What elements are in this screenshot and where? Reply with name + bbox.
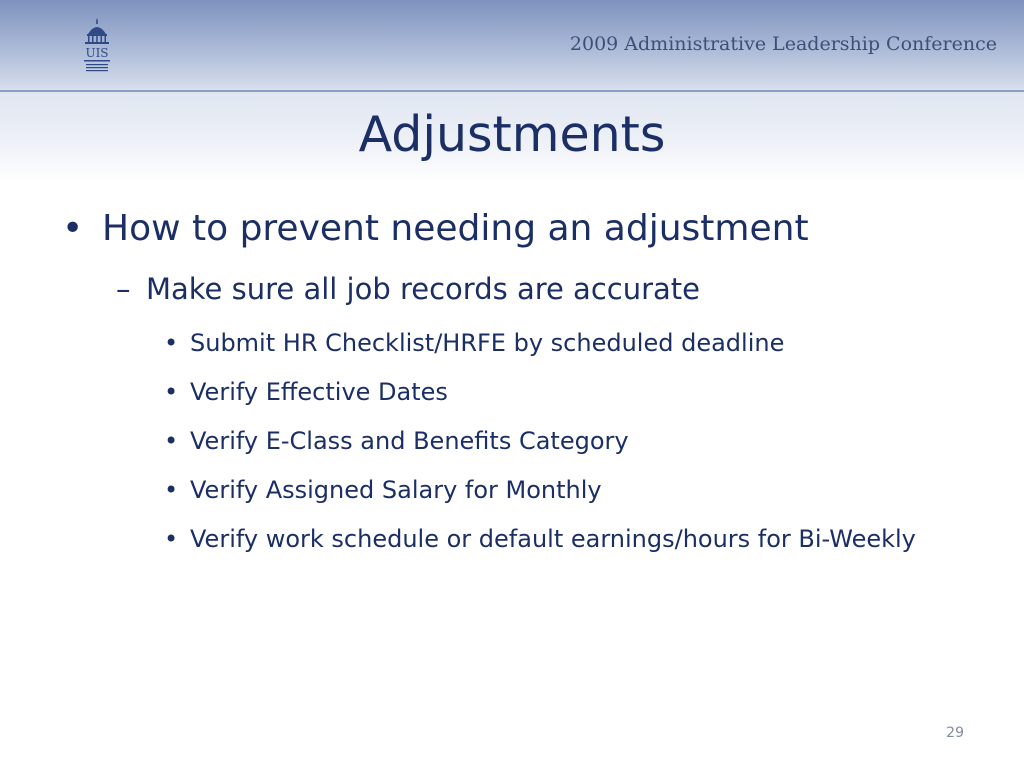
- list-item: [164, 375, 964, 409]
- list-item-text: Verify work schedule or default earnings/hours for Bi-Weekly: [190, 525, 916, 553]
- list-item-text: Verify E-Class and Benefits Category: [190, 427, 629, 455]
- logo-lettering: UIS: [85, 46, 109, 60]
- dash-bullet-icon: –: [116, 272, 131, 306]
- sub-bullet-text: Make sure all job records are accurate: [146, 272, 701, 306]
- list-item: [164, 522, 964, 556]
- bullet-dot-icon: •: [164, 427, 179, 455]
- list-item-text: Submit HR Checklist/HRFE by scheduled deadline: [190, 329, 785, 357]
- bullet-dot-icon: •: [62, 208, 84, 249]
- list-item: [164, 424, 964, 458]
- bullet-dot-icon: •: [164, 476, 179, 504]
- bullet-level-3-list: [164, 326, 964, 571]
- bullet-dot-icon: •: [164, 329, 179, 357]
- list-item-text: Verify Assigned Salary for Monthly: [190, 476, 602, 504]
- list-item-text: Verify Effective Dates: [190, 378, 448, 406]
- conference-name: 2009 Administrative Leadership Conference: [569, 33, 997, 55]
- bullet-dot-icon: •: [164, 378, 179, 406]
- list-item: [164, 326, 964, 360]
- list-item: [164, 473, 964, 507]
- uis-logo: [80, 16, 114, 74]
- bullet-text: How to prevent needing an adjustment: [102, 208, 809, 249]
- bullet-dot-icon: •: [164, 525, 179, 553]
- page-number: 29: [946, 725, 964, 741]
- slide-title: Adjustments: [358, 106, 666, 163]
